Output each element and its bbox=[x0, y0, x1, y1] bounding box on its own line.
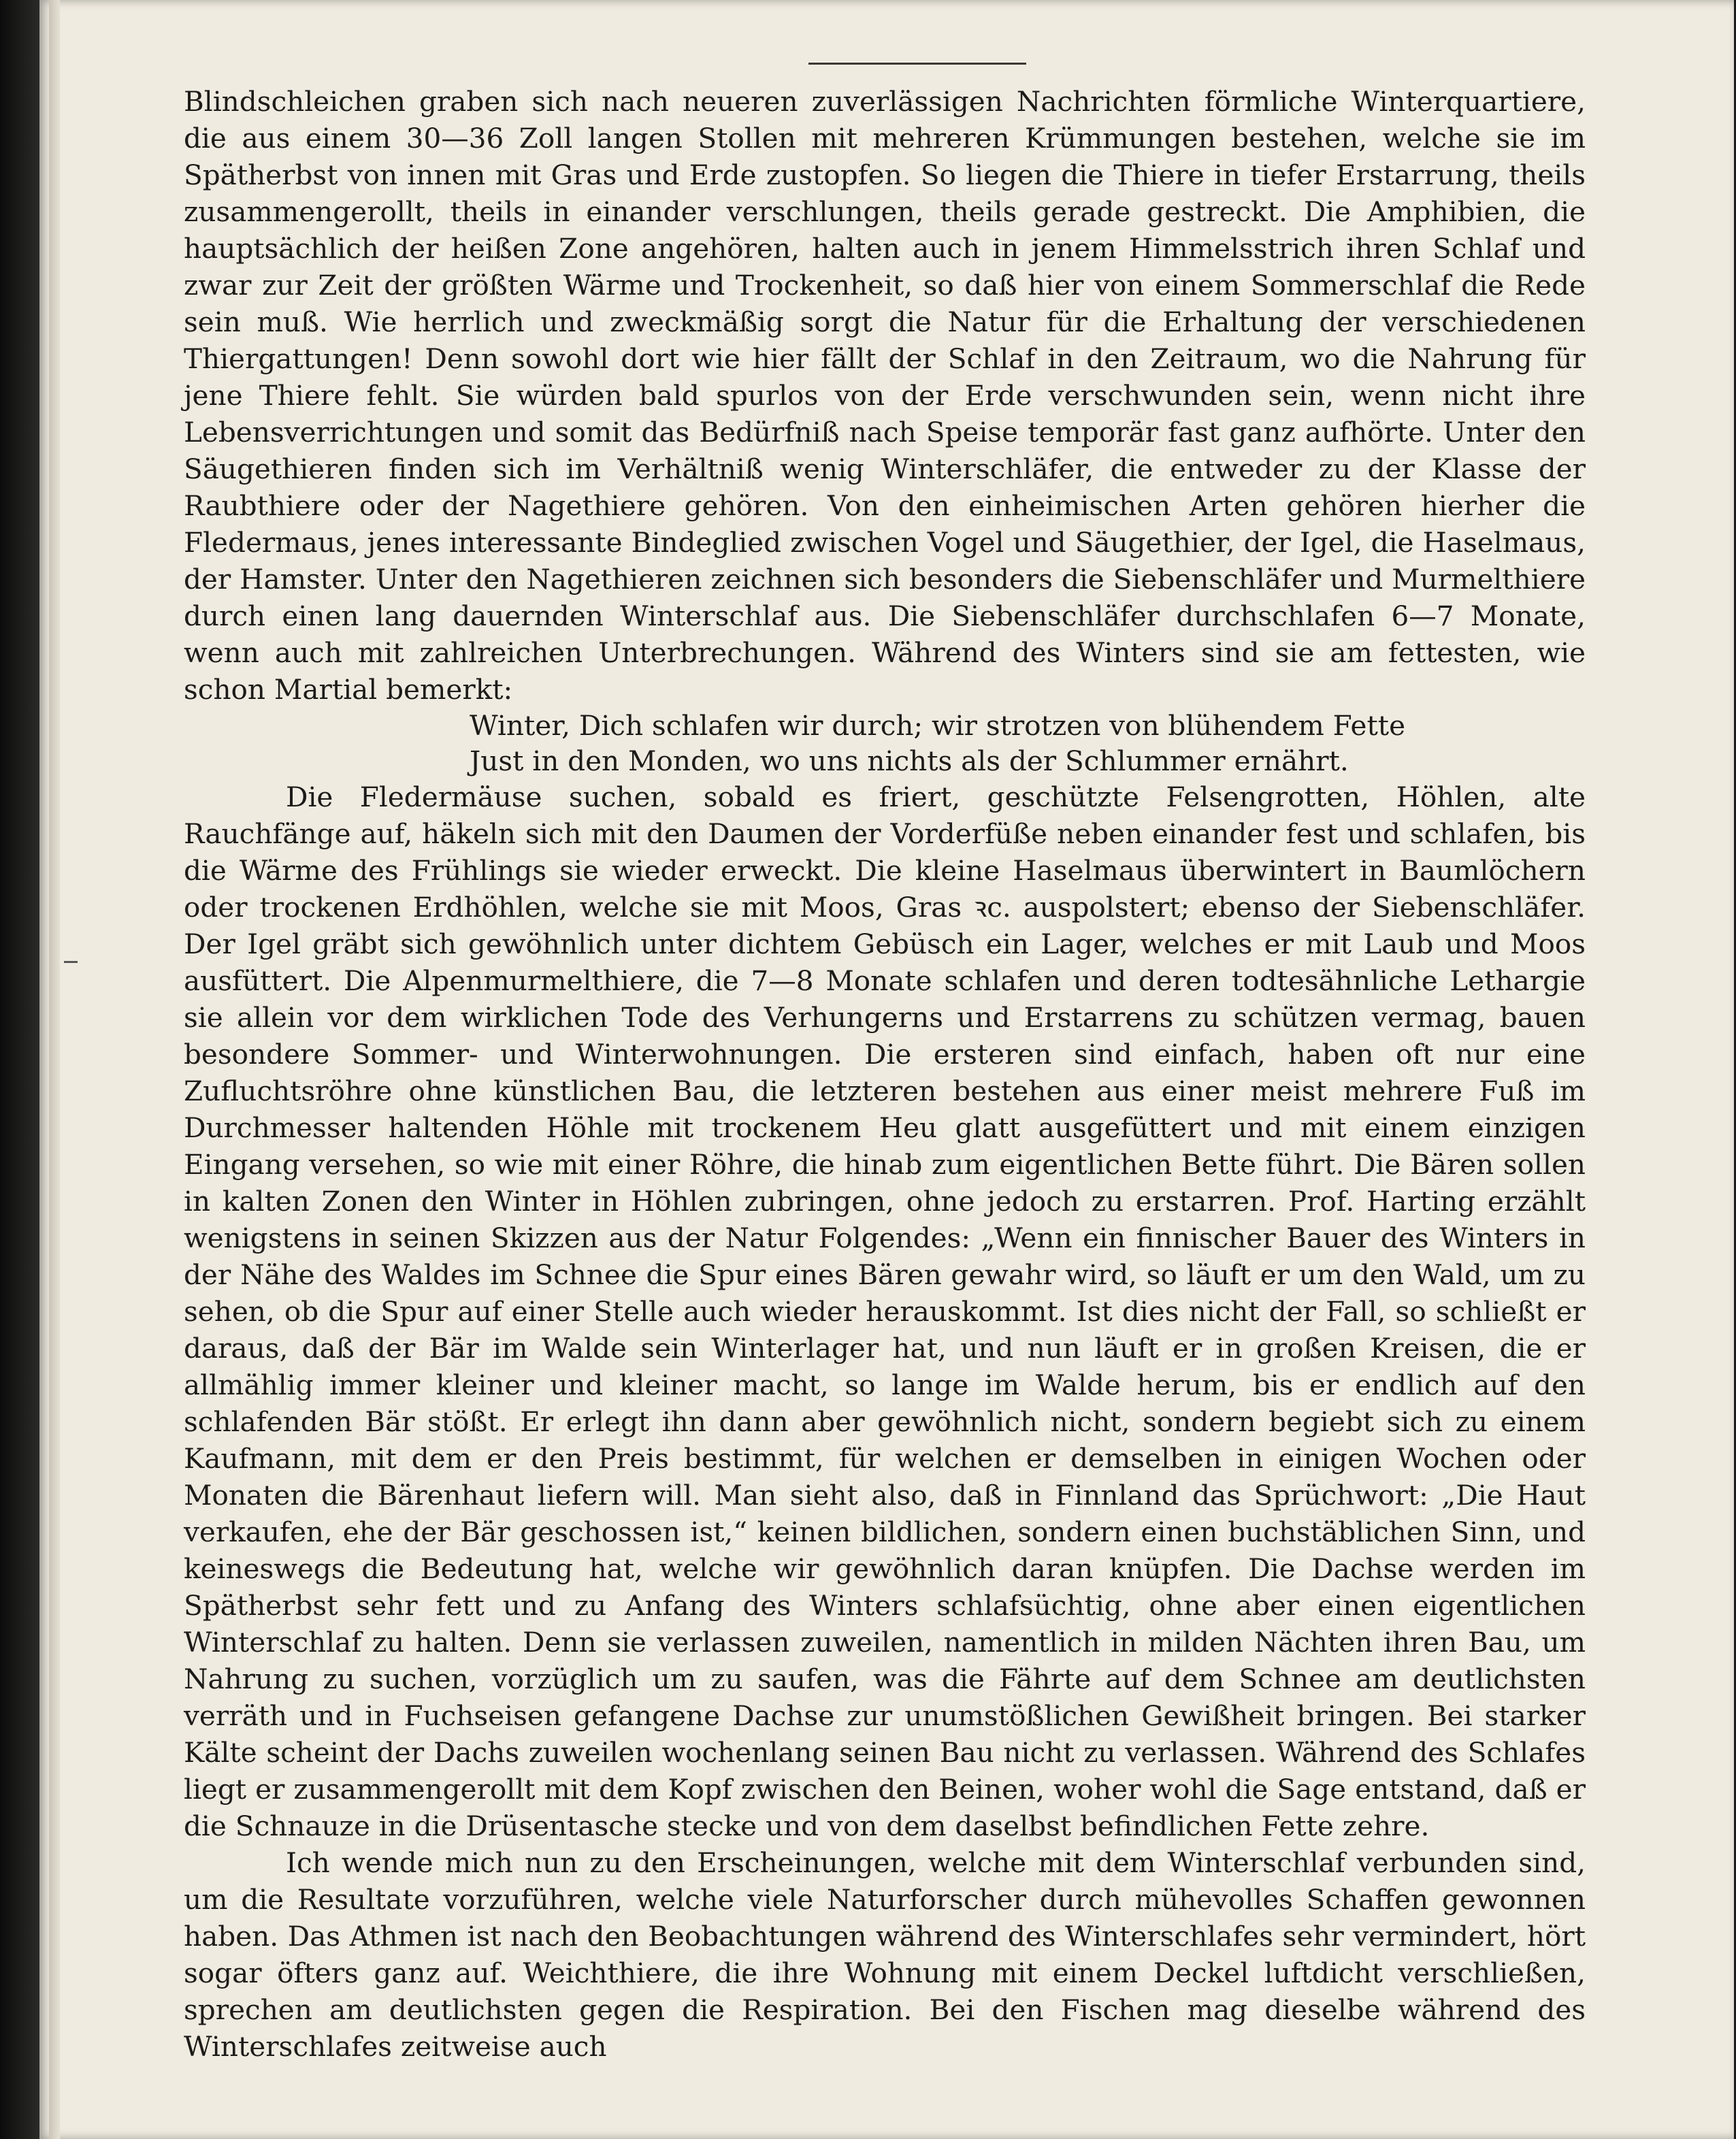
verse-line-2: Just in den Monden, wo uns nichts als der Schlummer ernährt. bbox=[470, 745, 1349, 777]
page-fold bbox=[49, 0, 60, 2139]
book-gutter bbox=[0, 0, 39, 2139]
verse-line-1: Winter, Dich schlafen wir durch; wir strotzen von blühendem Fette bbox=[470, 709, 1406, 742]
paragraph-bats: Die Fledermäuse suchen, sobald es friert, geschützte Felsengrotten, Höhlen, alte Rauchfänge auf, häkeln sich mit den Daumen der Vorderfüße neben einander fest und schlafen, bis die Wärme des Frühlings sie wieder erweckt. Die kleine Haselmaus überwintert in Baumlöchern oder trockenen Erdhöhlen, welche sie mit Moos, Gras ꝛc. auspolstert; ebenso der Siebenschläfer. Der Igel gräbt sich gewöhnlich unter dichtem Gebüsch ein Lager, welches er mit Laub und Moos ausfüttert. Die Alpenmurmelthiere, die 7—8 Monate schlafen und deren todtesähnliche Lethargie sie allein vor dem wirklichen Tode des Verhungerns und Erstarrens zu schützen vermag, bauen besondere Sommer- und Winterwohnungen. Die ersteren sind einfach, haben oft nur eine Zufluchtsröhre ohne künstlichen Bau, die letzteren bestehen aus einer meist mehrere Fuß im Durchmesser haltenden Höhle mit trockenem Heu glatt ausgefüttert und mit einem einzigen Eingang versehen, so wie mit einer Röhre, die hinab zum eigentlichen Bette führt. Die Bären sollen in kalten Zonen den Winter in Höhlen zubringen, ohne jedoch zu erstarren. Prof. Harting erzählt wenigstens in seinen Skizzen aus der Natur Folgendes: „Wenn ein finnischer Bauer des Winters in der Nähe des Waldes im Schnee die Spur eines Bären gewahr wird, so läuft er um den Wald, um zu sehen, ob die Spur auf einer Stelle auch wieder herauskommt. Ist dies nicht der Fall, so schließt er daraus, daß der Bär im Walde sein Winterlager hat, und nun läuft er in großen Kreisen, die er allmählig immer kleiner und kleiner macht, so lange im Walde herum, bis er endlich auf den schlafenden Bär stößt. Er erlegt ihn dann aber gewöhnlich nicht, sondern begiebt sich zu einem Kaufmann, mit dem er den Preis bestimmt, für welchen er demselben in einigen Wochen oder Monaten die Bärenhaut liefern will. Man sieht also, daß in Finnland das Sprüchwort: „Die Haut verkaufen, ehe der Bär geschossen ist,“ keinen bildlichen, sondern einen buchstäblichen Sinn, und keineswegs die Bedeutung hat, welche wir gewöhnlich daran knüpfen. Die Dachse werden im Spätherbst sehr fett und zu Anfang des Winters schlafsüchtig, ohne aber einen eigentlichen Winterschlaf zu halten. Denn sie verlassen zuweilen, namentlich in milden Nächten ihren Bau, um Nahrung zu suchen, vorzüglich um zu saufen, was die Fährte auf dem Schnee am deutlichsten verräth und in Fuchseisen gefangene Dachse zur unumstößlichen Gewißheit bringen. Bei starker Kälte scheint der Dachs zuweilen wochenlang seinen Bau nicht zu verlassen. Während des Schlafes liegt er zusammengerollt mit dem Kopf zwischen den Beinen, woher wohl die Sage entstand, daß er die Schnauze in die Drüsentasche stecke und von dem daselbst befindlichen Fette zehre. bbox=[184, 781, 1586, 1842]
paragraph-intro: Blindschleichen graben sich nach neueren zuverlässigen Nachrichten förmliche Winterquartiere, die aus einem 30—36 Zoll langen Stollen mit mehreren Krümmungen bestehen, welche sie im Spätherbst von innen mit Gras und Erde zustopfen. So liegen die Thiere in tiefer Erstarrung, theils zusammengerollt, theils in einander verschlungen, theils gerade gestreckt. Die Amphibien, die hauptsächlich der heißen Zone angehören, halten auch in jenem Himmelsstrich ihren Schlaf und zwar zur Zeit der größten Wärme und Trockenheit, so daß hier von einem Sommerschlaf die Rede sein muß. Wie herrlich und zweckmäßig sorgt die Natur für die Erhaltung der verschiedenen Thiergattungen! Denn sowohl dort wie hier fällt der Schlaf in den Zeitraum, wo die Nahrung für jene Thiere fehlt. Sie würden bald spurlos von der Erde verschwunden sein, wenn nicht ihre Lebensverrichtungen und somit das Bedürfniß nach Speise temporär fast ganz aufhörte. Unter den Säugethieren finden sich im Verhältniß wenig Winterschläfer, die entweder zu der Klasse der Raubthiere oder der Nagethiere gehören. Von den einheimischen Arten gehören hierher die Fledermaus, jenes interessante Bindeglied zwischen Vogel und Säugethier, der Igel, die Haselmaus, der Hamster. Unter den Nagethieren zeichnen sich besonders die Siebenschläfer und Murmelthiere durch einen lang dauernden Winterschlaf aus. Die Siebenschläfer durchschlafen 6—7 Monate, wenn auch mit zahlreichen Unterbrechungen. Während des Winters sind sie am fettesten, wie schon Martial bemerkt: bbox=[184, 85, 1586, 706]
page-text bbox=[184, 83, 1586, 2063]
header-rule bbox=[808, 63, 1026, 65]
paragraph-results: Ich wende mich nun zu den Erscheinungen, welche mit dem Winterschlaf verbunden sind, um die Resultate vorzuführen, welche viele Naturforscher durch mühevolles Schaffen gewonnen haben. Das Athmen ist nach den Beobachtungen während des Winterschlafes sehr vermindert, hört sogar öfters ganz auf. Weichthiere, die ihre Wohnung mit einem Deckel luftdicht verschließen, sprechen am deutlichsten gegen die Respiration. Bei den Fischen mag dieselbe während des Winterschlafes zeitweise auch bbox=[184, 1846, 1586, 2063]
margin-mark bbox=[64, 961, 78, 963]
